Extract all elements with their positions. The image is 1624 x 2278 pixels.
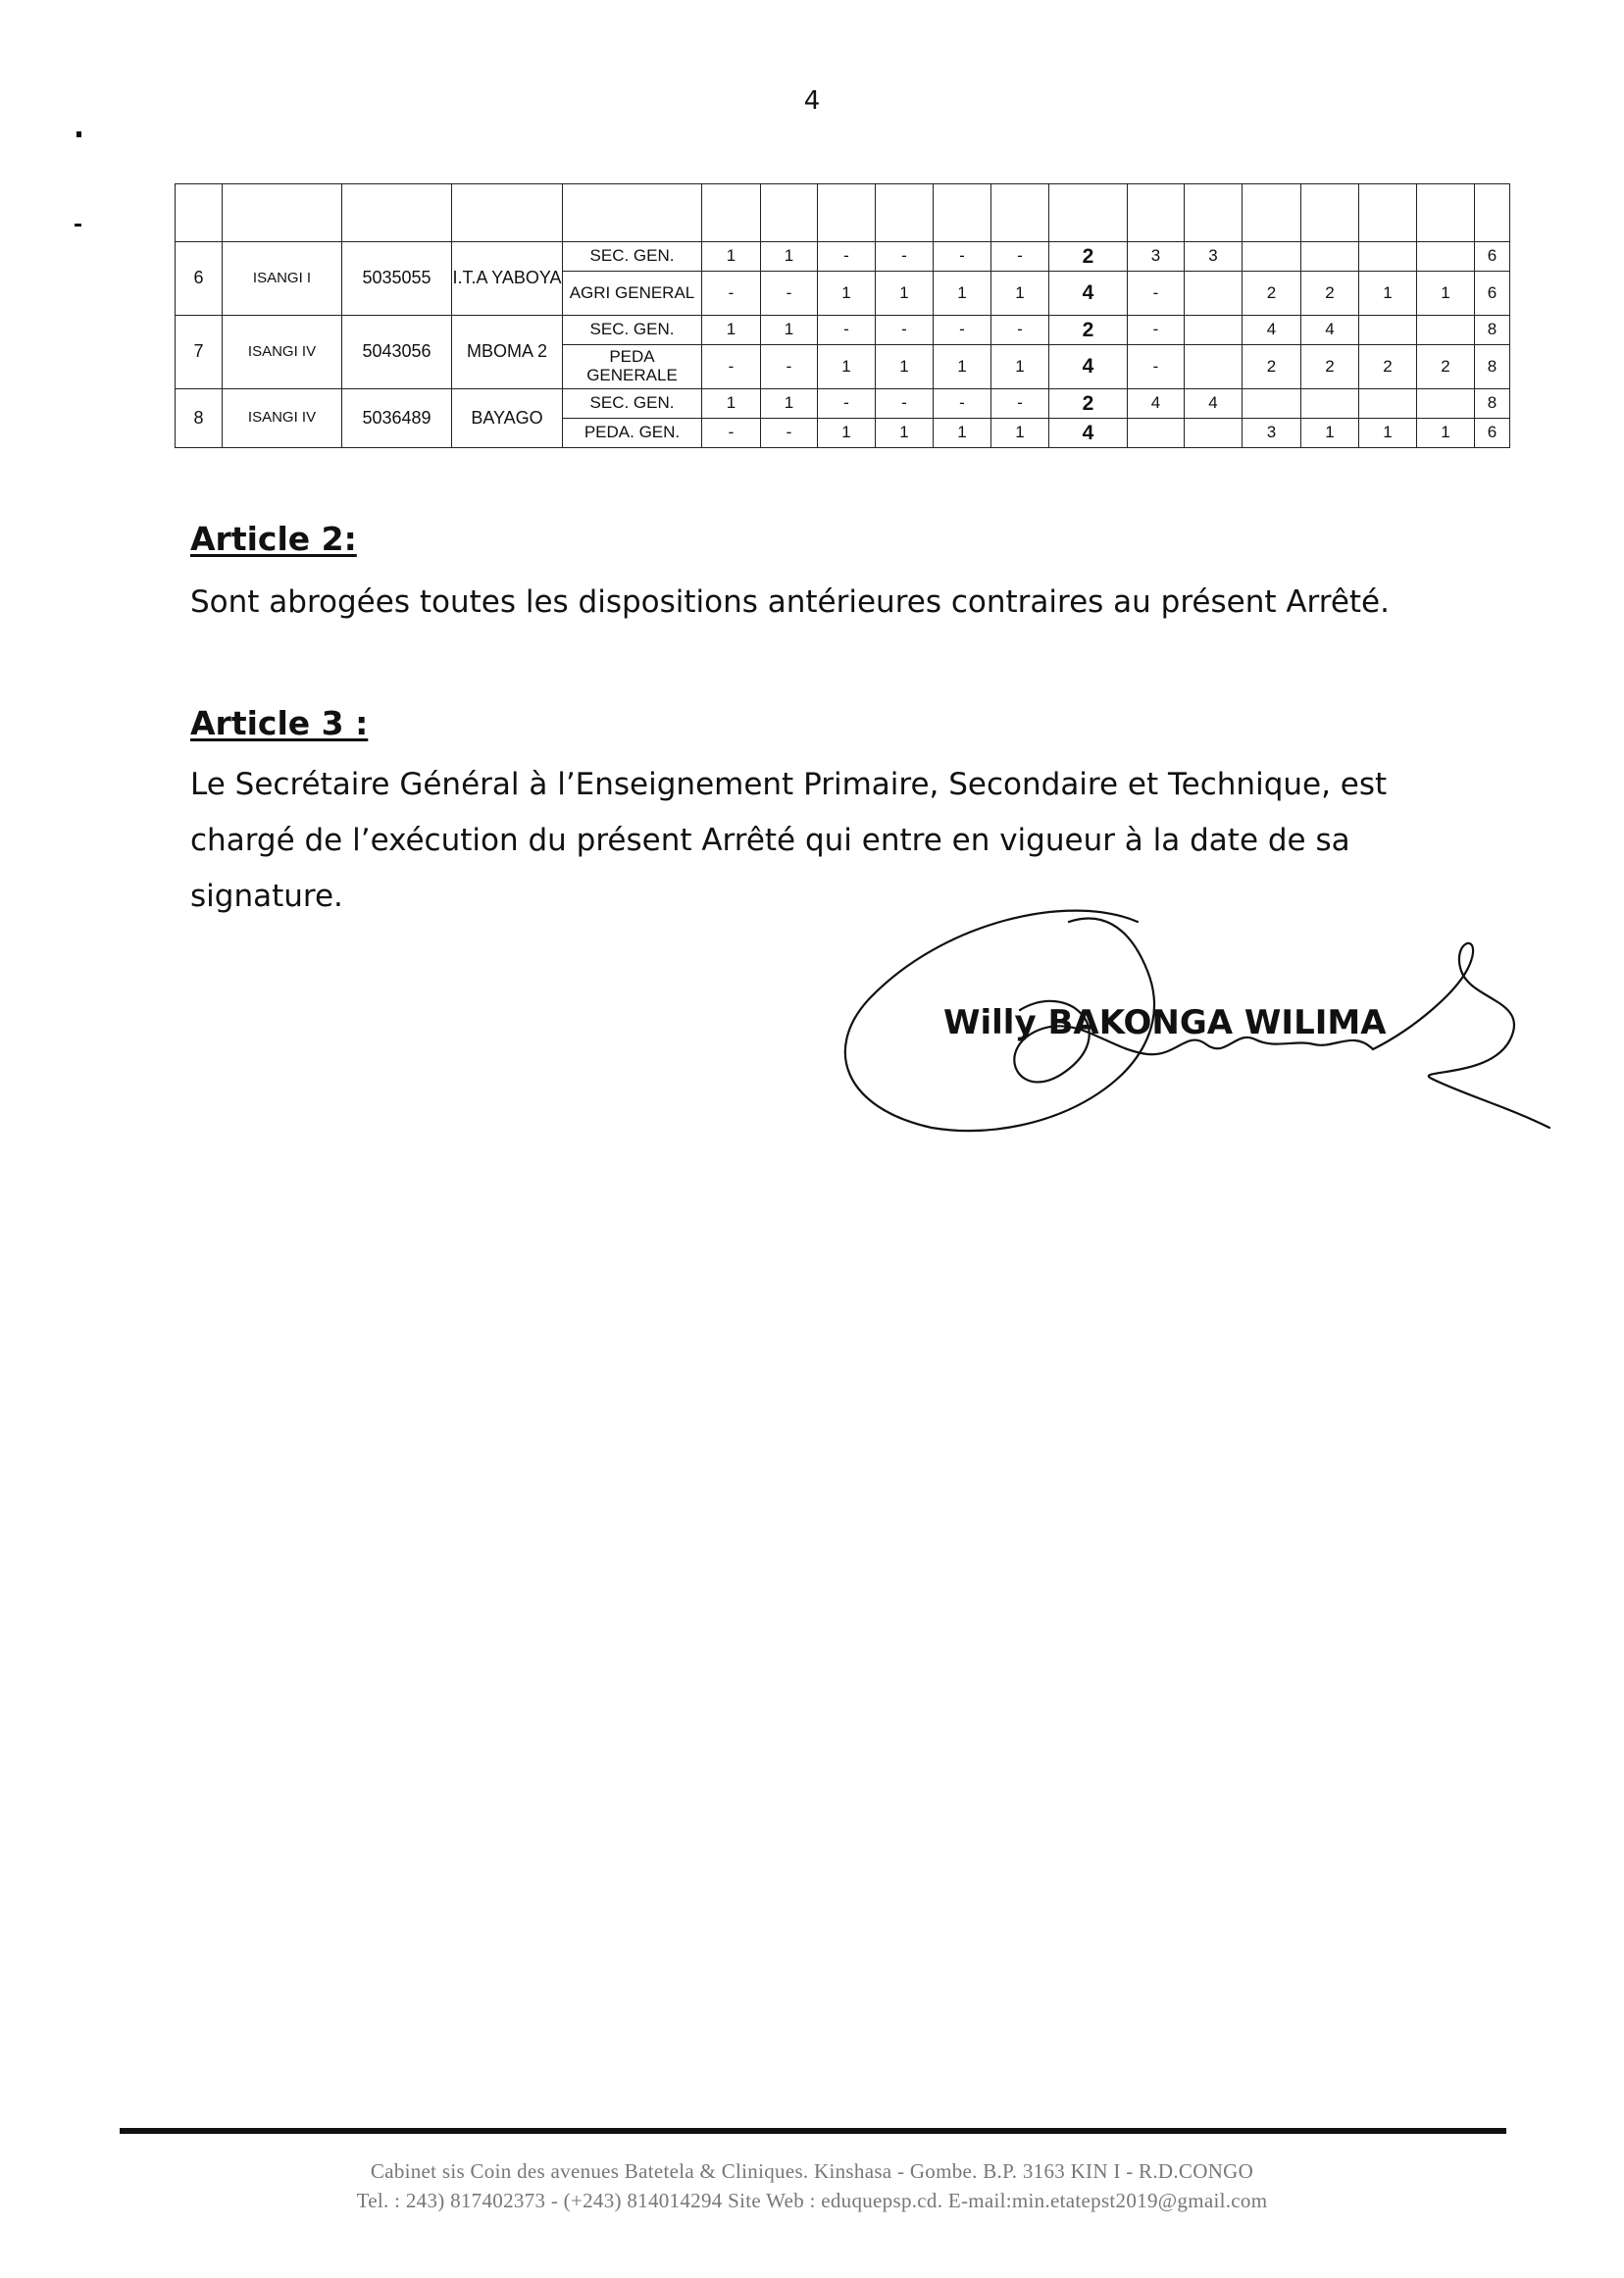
option-cell: AGRI GENERAL	[563, 272, 702, 316]
table-row	[176, 389, 1510, 419]
school-name-cell: MBOMA 2	[452, 316, 563, 389]
value-cell: -	[934, 242, 991, 272]
value-cell: 1	[991, 345, 1049, 389]
value-cell: 2	[1301, 345, 1359, 389]
value-cell: 1	[818, 272, 876, 316]
value-cell: 1	[1359, 272, 1417, 316]
value-cell: 2	[1243, 345, 1301, 389]
value-cell	[1185, 345, 1243, 389]
value-cell: 1	[934, 419, 991, 448]
value-cell: -	[991, 389, 1049, 419]
school-name-cell: I.T.A YABOYA	[452, 242, 563, 316]
option-cell: SEC. GEN.	[563, 389, 702, 419]
value-cell: -	[876, 316, 934, 345]
value-cell: -	[991, 242, 1049, 272]
table-header-row	[176, 184, 1510, 242]
value-cell	[1417, 316, 1475, 345]
subtotal-cell: 2	[1049, 316, 1128, 345]
total-cell: 8	[1475, 389, 1510, 419]
table-row	[176, 242, 1510, 272]
value-cell: -	[876, 242, 934, 272]
value-cell: -	[876, 389, 934, 419]
value-cell: -	[761, 419, 818, 448]
value-cell	[1128, 419, 1185, 448]
option-cell: PEDA. GEN.	[563, 419, 702, 448]
value-cell: 2	[1417, 345, 1475, 389]
footer-address: Cabinet sis Coin des avenues Batetela & Cliniques. Kinshasa - Gombe. B.P. 3163 KIN I - R.D.CONGO	[370, 2159, 1254, 2183]
subtotal-cell: 4	[1049, 272, 1128, 316]
value-cell	[1301, 389, 1359, 419]
total-cell: 6	[1475, 242, 1510, 272]
value-cell	[1185, 419, 1243, 448]
row-number: 7	[176, 316, 223, 389]
total-cell: 6	[1475, 419, 1510, 448]
value-cell: 1	[702, 316, 761, 345]
value-cell: 1	[1359, 419, 1417, 448]
sous-division-cell: ISANGI I	[223, 242, 342, 316]
value-cell: 1	[761, 242, 818, 272]
value-cell: -	[1128, 345, 1185, 389]
page-number: 4	[803, 86, 821, 116]
value-cell: -	[818, 316, 876, 345]
value-cell: 4	[1128, 389, 1185, 419]
value-cell: 2	[1301, 272, 1359, 316]
sous-division-cell: ISANGI IV	[223, 316, 342, 389]
value-cell	[1359, 242, 1417, 272]
value-cell: 3	[1185, 242, 1243, 272]
subtotal-cell: 4	[1049, 345, 1128, 389]
value-cell	[1359, 316, 1417, 345]
article-2-title: Article 2:	[190, 520, 357, 558]
value-cell: -	[761, 345, 818, 389]
value-cell: 4	[1301, 316, 1359, 345]
value-cell: 1	[1301, 419, 1359, 448]
value-cell	[1417, 242, 1475, 272]
value-cell: 1	[934, 345, 991, 389]
value-cell: -	[702, 272, 761, 316]
value-cell: -	[702, 345, 761, 389]
value-cell: 1	[702, 242, 761, 272]
signatory-name: Willy BAKONGA WILIMA	[943, 1003, 1387, 1042]
value-cell	[1301, 242, 1359, 272]
option-cell: PEDA GENERALE	[563, 345, 702, 389]
value-cell: -	[818, 389, 876, 419]
value-cell: 3	[1243, 419, 1301, 448]
scan-speck	[76, 131, 81, 137]
table-row	[176, 316, 1510, 345]
school-code-cell: 5035055	[342, 242, 452, 316]
school-name-cell: BAYAGO	[452, 389, 563, 448]
subtotal-cell: 4	[1049, 419, 1128, 448]
value-cell	[1243, 389, 1301, 419]
article-2-body: Sont abrogées toutes les dispositions antérieures contraires au présent Arrêté.	[190, 584, 1390, 620]
value-cell: 2	[1359, 345, 1417, 389]
value-cell: 1	[991, 272, 1049, 316]
option-cell: SEC. GEN.	[563, 242, 702, 272]
value-cell	[1417, 389, 1475, 419]
option-cell: SEC. GEN.	[563, 316, 702, 345]
value-cell: 2	[1243, 272, 1301, 316]
sous-division-cell: ISANGI IV	[223, 389, 342, 448]
scan-speck	[75, 224, 81, 227]
article-3-title: Article 3 :	[190, 704, 369, 742]
value-cell: 1	[1417, 419, 1475, 448]
value-cell: 4	[1243, 316, 1301, 345]
article-3-body: Le Secrétaire Général à l’Enseignement Primaire, Secondaire et Technique, est chargé de l’exécution du présent Arrêté qui entre en vigueur à la date de sa signature.	[190, 767, 1388, 914]
footer-contact: Tel. : 243) 817402373 - (+243) 814014294 Site Web : eduquepsp.cd. E-mail:min.etatepst2019@gmail.com	[356, 2189, 1268, 2212]
value-cell: 4	[1185, 389, 1243, 419]
value-cell	[1185, 316, 1243, 345]
value-cell	[1243, 242, 1301, 272]
school-code-cell: 5036489	[342, 389, 452, 448]
subtotal-cell: 2	[1049, 389, 1128, 419]
value-cell: -	[1128, 272, 1185, 316]
value-cell: -	[818, 242, 876, 272]
value-cell: 1	[991, 419, 1049, 448]
value-cell	[1359, 389, 1417, 419]
value-cell: 1	[702, 389, 761, 419]
value-cell: 1	[761, 316, 818, 345]
value-cell: 1	[876, 419, 934, 448]
value-cell: 1	[818, 419, 876, 448]
handwritten-signature	[824, 883, 1569, 1138]
value-cell: 1	[876, 272, 934, 316]
value-cell: 1	[761, 389, 818, 419]
value-cell: 3	[1128, 242, 1185, 272]
value-cell: -	[702, 419, 761, 448]
value-cell: -	[761, 272, 818, 316]
footer-rule	[120, 2128, 1506, 2134]
subtotal-cell: 2	[1049, 242, 1128, 272]
value-cell: -	[934, 389, 991, 419]
value-cell: 1	[934, 272, 991, 316]
value-cell	[1185, 272, 1243, 316]
total-cell: 6	[1475, 272, 1510, 316]
value-cell: 1	[818, 345, 876, 389]
value-cell: -	[1128, 316, 1185, 345]
value-cell: 1	[1417, 272, 1475, 316]
total-cell: 8	[1475, 316, 1510, 345]
value-cell: -	[991, 316, 1049, 345]
row-number: 6	[176, 242, 223, 316]
schools-table	[175, 183, 1510, 448]
value-cell: 1	[876, 345, 934, 389]
school-code-cell: 5043056	[342, 316, 452, 389]
row-number: 8	[176, 389, 223, 448]
value-cell: -	[934, 316, 991, 345]
total-cell: 8	[1475, 345, 1510, 389]
